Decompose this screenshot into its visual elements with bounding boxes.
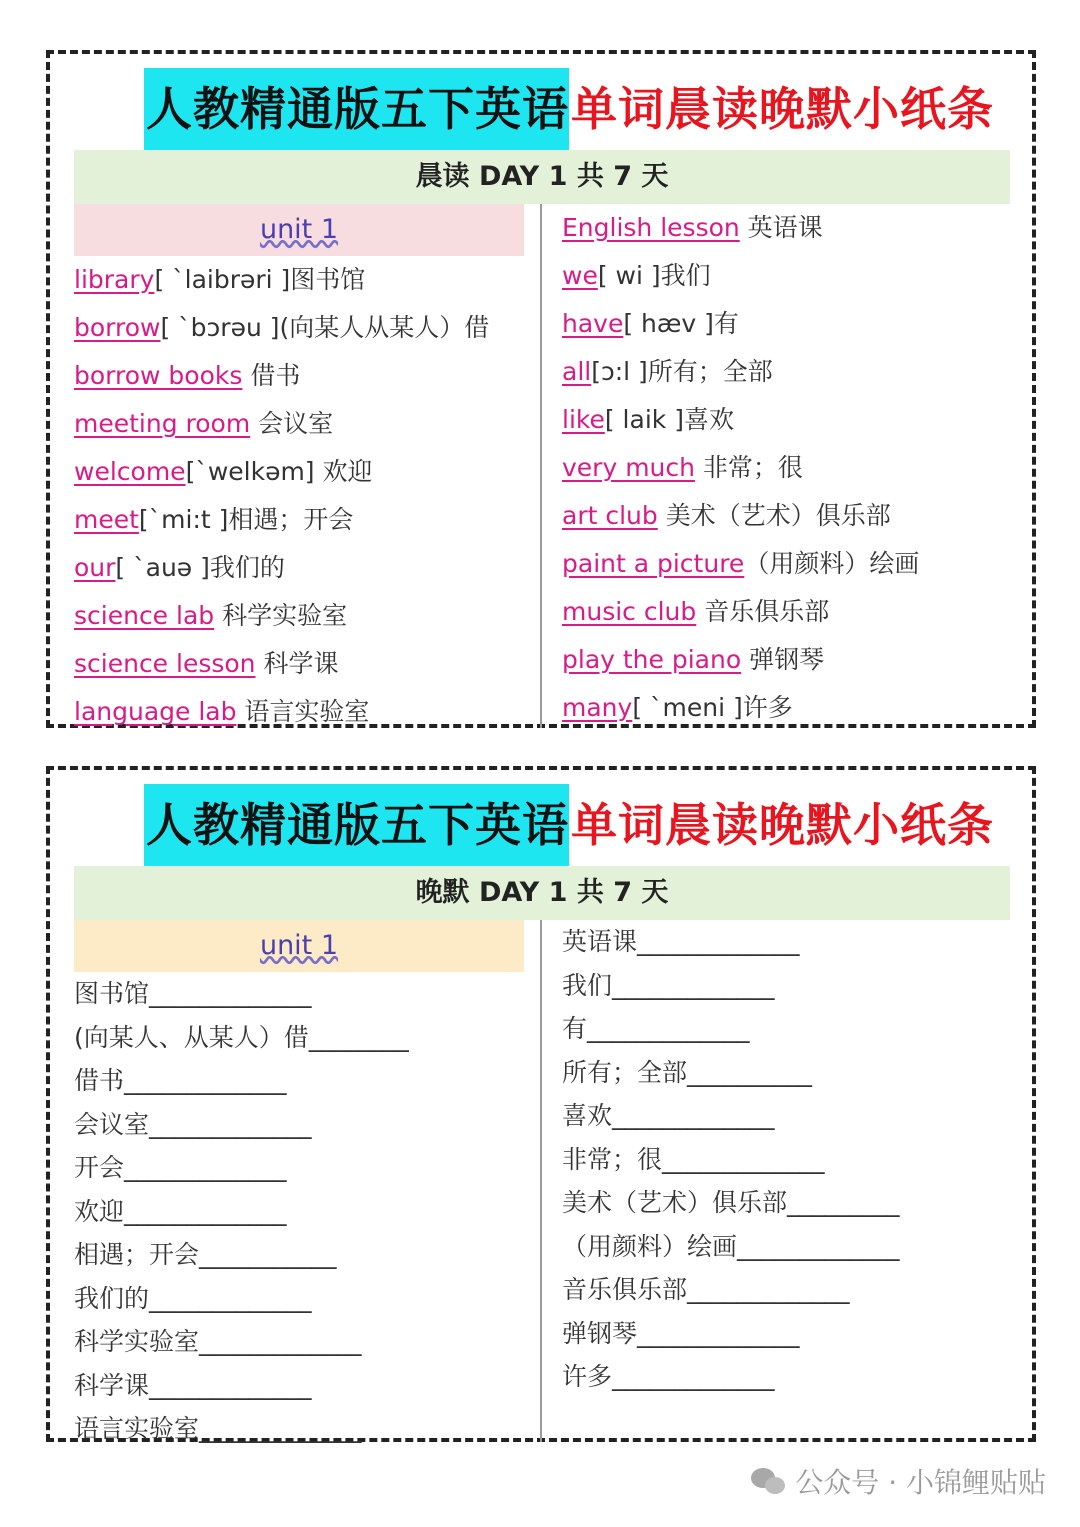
watermark (751, 1461, 1046, 1501)
vocab-row (74, 640, 524, 688)
dictation-blank-row: 图书馆_____________ (74, 979, 312, 1008)
vocab-row (74, 256, 524, 304)
card-title (144, 784, 994, 866)
dictation-blank-row: 非常；很_____________ (562, 1144, 825, 1174)
dictation-blank-row: 语言实验室_____________ (74, 1414, 362, 1443)
vocab-row (74, 688, 524, 736)
english-word: borrow books (74, 361, 243, 390)
left-column (74, 920, 524, 1451)
morning-reading-card (46, 50, 1036, 728)
vocab-row (562, 300, 1012, 348)
dictation-blank-row: （用颜料）绘画_____________ (562, 1231, 900, 1261)
dictation-blank-row: 相遇；开会___________ (74, 1240, 337, 1269)
right-column (562, 920, 1012, 1399)
english-word: library (74, 265, 155, 294)
phonetic-meaning: 会议室 (250, 409, 334, 438)
dictation-blank-row: 所有；全部__________ (562, 1057, 813, 1087)
phonetic-meaning: [ hæv ]有 (623, 309, 739, 338)
phonetic-meaning: [ `auə ]我们的 (115, 553, 285, 582)
card-title (144, 68, 994, 150)
title-highlight: 人教精通版五下英语 (144, 784, 569, 866)
dictation-blank-row: 欢迎_____________ (74, 1196, 287, 1226)
phonetic-meaning: 英语课 (739, 213, 823, 242)
dictation-blank-row: (向某人、从某人）借________ (74, 1022, 409, 1052)
phonetic-meaning: 科学课 (255, 649, 339, 678)
dictation-blank-row: 科学实验室_____________ (74, 1327, 362, 1356)
title-highlight: 人教精通版五下英语 (144, 68, 569, 150)
vocab-row (562, 444, 1012, 492)
english-word: all (562, 357, 592, 386)
title-red: 单词晨读晚默小纸条 (571, 798, 994, 852)
english-word: welcome (74, 457, 186, 486)
dictation-blank-row: 有_____________ (562, 1014, 750, 1043)
english-word: many (562, 693, 633, 722)
phonetic-meaning: [ `laibrəri ]图书馆 (154, 265, 366, 294)
english-word: very much (562, 453, 695, 482)
english-word: borrow (74, 313, 161, 342)
phonetic-meaning: [ɔ:l ]所有；全部 (591, 357, 773, 386)
phonetic-meaning: 语言实验室 (236, 697, 370, 726)
vocab-row (74, 400, 524, 448)
dictation-blank-row: 弹钢琴_____________ (562, 1318, 800, 1348)
english-word: language lab (74, 697, 237, 726)
english-word: meeting room (74, 409, 251, 438)
vocab-row (562, 684, 1012, 732)
vocab-row (562, 588, 1012, 636)
phonetic-meaning: [ `bɔrəu ](向某人从某人）借 (160, 313, 490, 342)
vocab-row (562, 492, 1012, 540)
dictation-blank-row: 我们的_____________ (74, 1283, 312, 1313)
vocab-row (562, 396, 1012, 444)
right-column (562, 204, 1012, 732)
left-column (74, 204, 524, 736)
column-divider (540, 204, 542, 728)
dictation-blank-row: 开会_____________ (74, 1153, 287, 1182)
english-word: art club (562, 501, 658, 530)
wechat-icon (751, 1466, 787, 1496)
dictation-blank-row: 会议室_____________ (74, 1109, 312, 1139)
dictation-blank-row: 许多_____________ (562, 1362, 775, 1391)
dictation-blank-row: 音乐俱乐部_____________ (562, 1275, 850, 1304)
english-word: meet (74, 505, 139, 534)
vocab-row (562, 348, 1012, 396)
dictation-blank-row: 借书_____________ (74, 1066, 287, 1095)
column-divider (540, 920, 542, 1442)
vocab-row (562, 636, 1012, 684)
english-word: play the piano (562, 645, 742, 674)
dictation-blank-row: 喜欢_____________ (562, 1101, 775, 1130)
vocab-row (74, 448, 524, 496)
dictation-blank-row: 英语课_____________ (562, 927, 800, 956)
unit-header: unit 1 (74, 204, 524, 256)
vocab-row (562, 252, 1012, 300)
dictation-blank-row: 科学课_____________ (74, 1370, 312, 1400)
evening-dictation-card (46, 766, 1036, 1442)
vocab-row (74, 592, 524, 640)
english-word: our (74, 553, 116, 582)
phonetic-meaning: [ `meni ]许多 (632, 693, 793, 722)
vocab-row (74, 304, 524, 352)
phonetic-meaning: 科学实验室 (214, 601, 348, 630)
vocab-row (562, 540, 1012, 588)
dictation-blank-row: 美术（艺术）俱乐部_________ (562, 1188, 900, 1217)
day-label: 晨读 DAY 1 共 7 天 (74, 150, 1010, 204)
phonetic-meaning: [`welkəm] 欢迎 (185, 457, 373, 486)
english-word: have (562, 309, 624, 338)
phonetic-meaning: [ laik ]喜欢 (604, 405, 734, 434)
vocab-row (74, 496, 524, 544)
phonetic-meaning: [ wi ]我们 (597, 261, 711, 290)
english-word: music club (562, 597, 697, 626)
english-word: science lab (74, 601, 215, 630)
dictation-blank-row: 我们_____________ (562, 970, 775, 1000)
vocab-row (74, 352, 524, 400)
phonetic-meaning: 借书 (242, 361, 301, 390)
english-word: paint a picture (562, 549, 745, 578)
vocab-row (74, 544, 524, 592)
english-word: like (562, 405, 605, 434)
vocab-row (562, 204, 1012, 252)
watermark-text: 公众号 · 小锦鲤贴贴 (795, 1466, 1046, 1499)
day-label: 晚默 DAY 1 共 7 天 (74, 866, 1010, 920)
english-word: science lesson (74, 649, 256, 678)
english-word: English lesson (562, 213, 740, 242)
english-word: we (562, 261, 598, 290)
phonetic-meaning: 弹钢琴 (741, 645, 825, 674)
title-red: 单词晨读晚默小纸条 (571, 82, 994, 136)
phonetic-meaning: 非常；很 (694, 453, 803, 482)
unit-header: unit 1 (74, 920, 524, 972)
phonetic-meaning: （用颜料）绘画 (744, 549, 920, 578)
phonetic-meaning: 美术（艺术）俱乐部 (657, 501, 891, 530)
phonetic-meaning: [`mi:t ]相遇；开会 (138, 505, 354, 534)
phonetic-meaning: 音乐俱乐部 (696, 597, 830, 626)
